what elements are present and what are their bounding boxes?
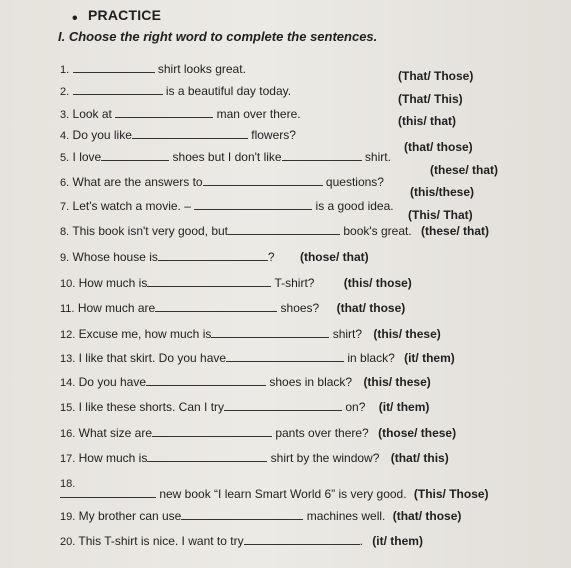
sentence-text: Do you have — [78, 375, 147, 389]
options-3: (this/ that) — [398, 114, 456, 128]
answer-blank[interactable] — [73, 84, 163, 95]
sentence-text: shirt. — [361, 150, 391, 164]
item-number: 16. — [60, 428, 76, 440]
sentence-text: on? — [342, 400, 366, 414]
answer-blank[interactable] — [101, 150, 169, 161]
bullet-icon: • — [72, 10, 78, 27]
answer-blank[interactable] — [224, 400, 342, 411]
instruction: I. Choose the right word to complete the sentences. — [58, 29, 378, 44]
options-14: (this/ these) — [363, 375, 431, 389]
sentence-14 — [60, 375, 431, 390]
options-13: (it/ them) — [404, 351, 455, 365]
sentence-20 — [60, 534, 423, 549]
sentence-19 — [60, 509, 461, 524]
answer-blank[interactable] — [211, 327, 329, 338]
sentence-4 — [60, 128, 296, 143]
answer-blank[interactable] — [158, 250, 268, 261]
item-number: 1. — [60, 64, 70, 76]
options-19: (that/ those) — [392, 509, 462, 523]
sentence-text: Whose house is — [72, 250, 158, 264]
item-number: 10. — [60, 278, 76, 290]
sentence-7 — [60, 199, 394, 214]
options-11: (that/ those) — [336, 301, 406, 315]
sentence-text: machines well. — [303, 509, 386, 523]
item-number: 2. — [60, 86, 70, 98]
options-15: (it/ them) — [378, 400, 430, 414]
item-number: 5. — [60, 152, 70, 164]
sentence-text: Excuse me, how much is — [78, 327, 212, 341]
sentence-text: How much is — [78, 451, 148, 465]
sentence-9 — [60, 250, 369, 265]
answer-blank[interactable] — [226, 351, 344, 362]
answer-blank[interactable] — [194, 199, 312, 210]
answer-blank[interactable] — [203, 175, 323, 186]
options-20: (it/ them) — [372, 534, 423, 548]
answer-blank[interactable] — [244, 534, 360, 545]
sentence-text: shoes but I don't like — [169, 150, 282, 164]
sentence-text: T-shirt? — [271, 276, 315, 290]
answer-blank[interactable] — [146, 375, 266, 386]
sentence-text: shirt looks great. — [154, 62, 246, 76]
item-number: 20. — [60, 536, 76, 548]
item-number: 3. — [60, 109, 70, 121]
sentence-3 — [60, 107, 301, 122]
sentence-1 — [60, 62, 246, 77]
answer-blank[interactable] — [60, 487, 156, 498]
sentence-text: This book isn't very good, but — [72, 224, 229, 238]
sentence-text: Look at — [72, 107, 116, 121]
answer-blank[interactable] — [181, 509, 303, 520]
sentence-11 — [60, 301, 405, 316]
answer-blank[interactable] — [73, 62, 155, 73]
sentence-text: I love — [72, 150, 102, 164]
sentence-text: man over there. — [213, 107, 301, 121]
sentence-text: flowers? — [247, 128, 296, 142]
sentence-text: My brother can use — [78, 509, 182, 523]
options-6: (this/these) — [410, 185, 475, 199]
item-number: 12. — [60, 329, 76, 341]
sentence-17 — [60, 451, 449, 466]
sentence-text: shoes in black? — [266, 375, 353, 389]
section-heading: PRACTICE — [88, 7, 162, 23]
sentence-18-body — [60, 487, 489, 501]
item-number: 6. — [60, 177, 70, 189]
options-2: (That/ This) — [398, 92, 463, 106]
options-9: (those/ that) — [299, 250, 369, 264]
options-7: (This/ That) — [408, 208, 473, 222]
sentence-text: shoes? — [277, 301, 320, 315]
sentence-16 — [60, 426, 456, 441]
sentence-text: shirt? — [329, 327, 363, 341]
options-16: (those/ these) — [378, 426, 457, 440]
item-number: 4. — [60, 130, 70, 142]
sentence-text: book's great. — [340, 224, 412, 238]
sentence-text: in black? — [344, 351, 395, 365]
answer-blank[interactable] — [115, 107, 213, 118]
item-number: 19. — [60, 511, 76, 523]
answer-blank[interactable] — [132, 128, 248, 139]
sentence-text: I like these shorts. Can I try — [78, 400, 225, 414]
answer-blank[interactable] — [228, 224, 340, 235]
answer-blank[interactable] — [155, 301, 277, 312]
sentence-text: I like that skirt. Do you have — [78, 351, 227, 365]
answer-blank[interactable] — [147, 276, 271, 287]
sentence-10 — [60, 276, 412, 291]
sentence-text: ? — [267, 250, 275, 264]
options-12: (this/ these) — [373, 327, 441, 341]
sentence-text: Do you like — [72, 128, 132, 142]
sentence-13 — [60, 351, 455, 366]
sentence-5 — [60, 150, 391, 165]
options-5: (these/ that) — [430, 163, 499, 177]
item-number: 9. — [60, 252, 70, 264]
item-number: 8. — [60, 226, 70, 238]
sentence-text: questions? — [322, 175, 384, 189]
sentence-6 — [60, 175, 384, 190]
item-number: 7. — [60, 201, 70, 213]
sentence-text: What size are — [78, 426, 152, 440]
item-number: 15. — [60, 402, 76, 414]
sentence-8 — [60, 224, 489, 239]
answer-blank[interactable] — [282, 150, 362, 161]
item-number: 14. — [60, 377, 76, 389]
options-4: (that/ those) — [404, 140, 473, 154]
answer-blank[interactable] — [147, 451, 267, 462]
item-number: 11. — [60, 303, 75, 315]
sentence-text: is a beautiful day today. — [162, 84, 292, 98]
item-number: 18. — [60, 478, 76, 490]
options-10: (this/ those) — [343, 276, 412, 290]
sentence-text: is a good idea. — [312, 199, 394, 213]
options-18: (This/ Those) — [413, 487, 489, 501]
sentence-text: . — [359, 534, 363, 548]
options-8: (these/ that) — [421, 224, 490, 238]
sentence-text: shirt by the window? — [267, 451, 380, 465]
item-number: 17. — [60, 453, 76, 465]
sentence-text: What are the answers to — [72, 175, 203, 189]
sentence-15 — [60, 400, 429, 415]
sentence-text: Let's watch a movie. – — [72, 199, 195, 213]
sentence-12 — [60, 327, 441, 342]
answer-blank[interactable] — [152, 426, 272, 437]
sentence-2 — [60, 84, 291, 99]
sentence-text: How much is — [78, 276, 148, 290]
sentence-text: How much are — [77, 301, 156, 315]
sentence-text: pants over there? — [272, 426, 369, 440]
item-number: 13. — [60, 353, 76, 365]
options-1: (That/ Those) — [398, 69, 474, 83]
sentence-text: new book “I learn Smart World 6” is very good. — [156, 487, 407, 501]
options-17: (that/ this) — [390, 451, 449, 465]
sentence-text: This T-shirt is nice. I want to try — [78, 534, 244, 548]
